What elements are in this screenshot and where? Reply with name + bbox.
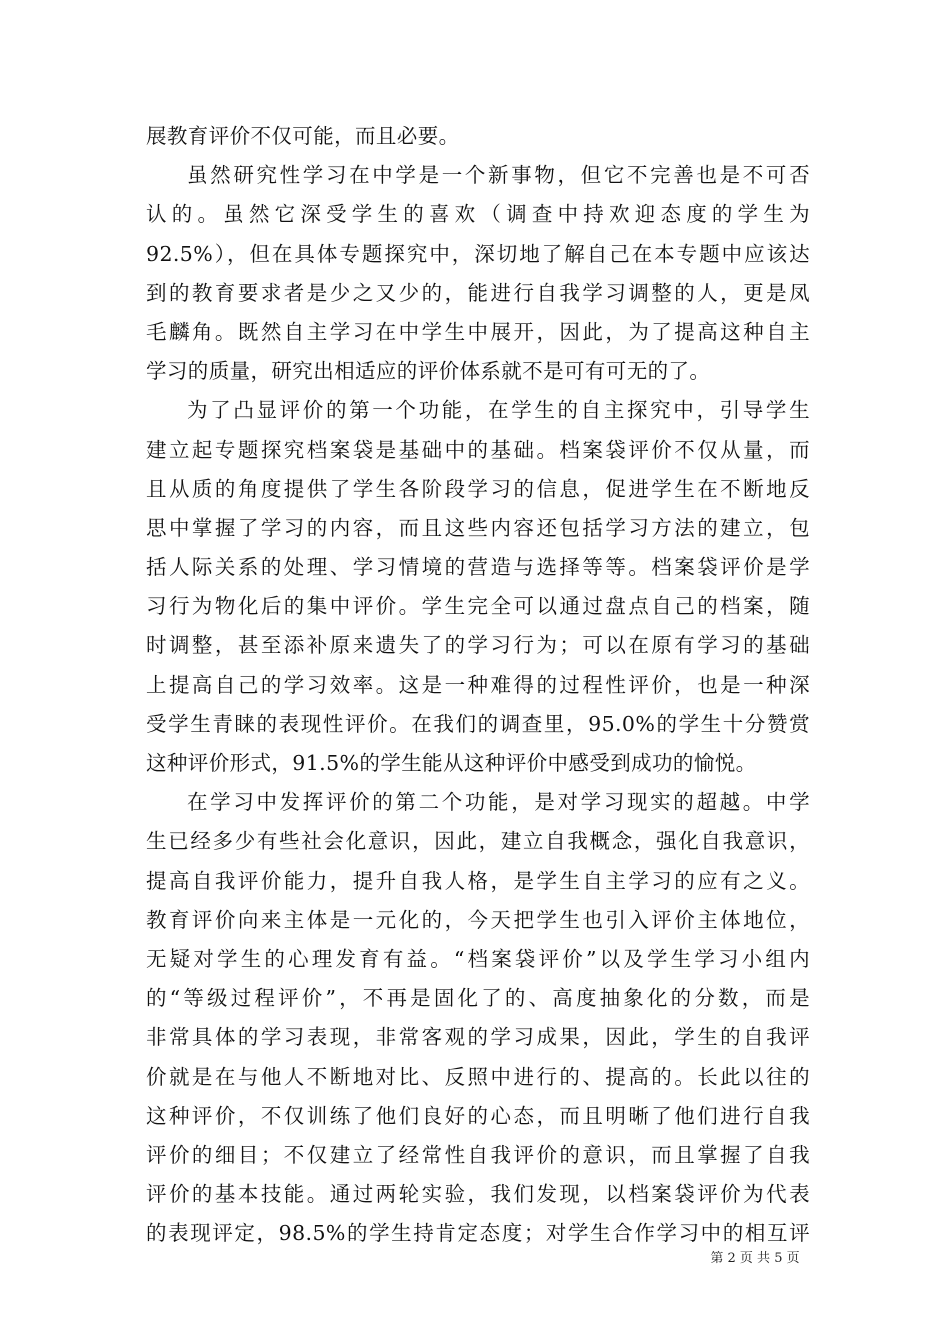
- text-line: 到的教育要求者是少之又少的，能进行自我学习调整的人，更是凤: [146, 280, 810, 305]
- text-line: 建立起专题探究档案袋是基础中的基础。档案袋评价不仅从量，而: [146, 437, 810, 462]
- text-line: 为了凸显评价的第一个功能，在学生的自主探究中，引导学生: [187, 398, 810, 423]
- text-line: 评价的细目；不仅建立了经常性自我评价的意识，而且掌握了自我: [146, 1142, 810, 1167]
- text-line: 无疑对学生的心理发育有益。“档案袋评价”以及学生学习小组内: [146, 946, 810, 971]
- page-footer: [0, 1247, 950, 1266]
- text-line: 评价的基本技能。通过两轮实验，我们发现，以档案袋评价为代表: [146, 1182, 810, 1207]
- text-line: 的“等级过程评价”，不再是固化了的、高度抽象化的分数，而是: [146, 986, 810, 1011]
- text-line: 非常具体的学习表现，非常客观的学习成果，因此，学生的自我评: [146, 1025, 810, 1050]
- text-line: 提高自我评价能力，提升自我人格，是学生自主学习的应有之义。: [146, 868, 810, 893]
- text-line: 学习的质量，研究出相适应的评价体系就不是可有可无的了。: [146, 359, 711, 384]
- text-line: 认的。虽然它深受学生的喜欢（调查中持欢迎态度的学生为: [146, 202, 810, 227]
- text-line: 虽然研究性学习在中学是一个新事物，但它不完善也是不可否: [187, 163, 810, 188]
- text-line: 思中掌握了学习的内容，而且这些内容还包括学习方法的建立，包: [146, 515, 810, 540]
- page-number: 第 2 页 共 5 页: [710, 1251, 800, 1266]
- text-line: 92.5%），但在具体专题探究中，深切地了解自己在本专题中应该达: [146, 241, 810, 266]
- text-line: 受学生青睐的表现性评价。在我们的调查里，95.0%的学生十分赞赏: [146, 711, 810, 736]
- text-line: 上提高自己的学习效率。这是一种难得的过程性评价，也是一种深: [146, 672, 810, 697]
- text-line: 的表现评定，98.5%的学生持肯定态度；对学生合作学习中的相互评: [146, 1221, 810, 1246]
- text-line: 展教育评价不仅可能，而且必要。: [146, 124, 460, 148]
- text-line: 且从质的角度提供了学生各阶段学习的信息，促进学生在不断地反: [146, 476, 810, 501]
- body-text: [146, 117, 810, 1253]
- text-line: 价就是在与他人不断地对比、反照中进行的、提高的。长此以往的: [146, 1064, 810, 1089]
- text-line: 这种评价，不仅训练了他们良好的心态，而且明晰了他们进行自我: [146, 1103, 810, 1128]
- text-line: 时调整，甚至添补原来遗失了的学习行为；可以在原有学习的基础: [146, 633, 810, 658]
- text-line: 习行为物化后的集中评价。学生完全可以通过盘点自己的档案，随: [146, 594, 810, 619]
- text-line: 这种评价形式，91.5%的学生能从这种评价中感受到成功的愉悦。: [146, 751, 757, 775]
- text-line: 在学习中发挥评价的第二个功能，是对学习现实的超越。中学: [187, 790, 810, 815]
- text-line: 毛麟角。既然自主学习在中学生中展开，因此，为了提高这种自主: [146, 319, 810, 344]
- text-line: 括人际关系的处理、学习情境的营造与选择等等。档案袋评价是学: [146, 555, 810, 580]
- text-line: 生已经多少有些社会化意识，因此，建立自我概念，强化自我意识，: [146, 829, 810, 854]
- text-line: 教育评价向来主体是一元化的，今天把学生也引入评价主体地位，: [146, 907, 810, 932]
